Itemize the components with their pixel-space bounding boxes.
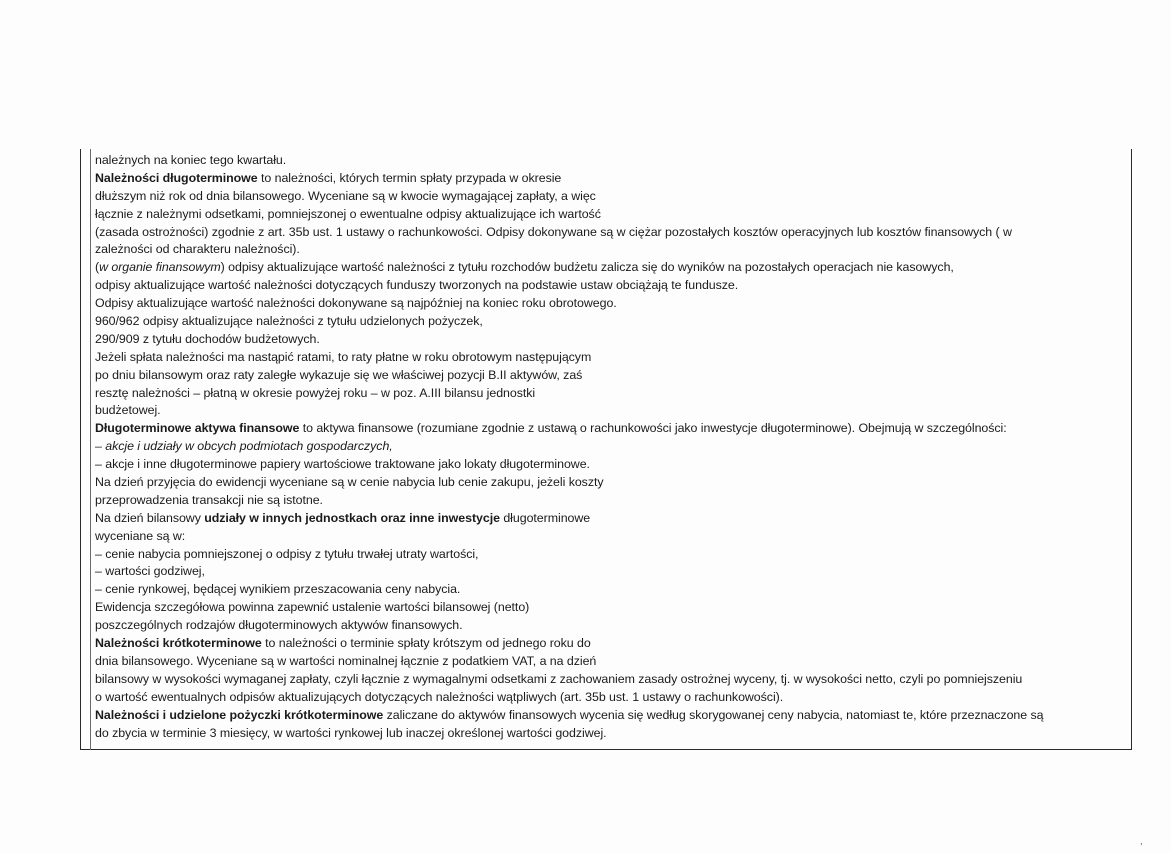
text-line	[95, 725, 1130, 743]
line-text: Na dzień przyjęcia do ewidencji wyceniane są w cenie nabycia lub cenie zakupu, jeżeli koszty	[95, 475, 604, 490]
text-line	[95, 188, 1130, 206]
scan-speck: ,	[1140, 836, 1143, 846]
line-text: Ewidencja szczegółowa powinna zapewnić ustalenie wartości bilansowej (netto)	[95, 600, 530, 615]
text-line	[95, 277, 1130, 295]
italic-text: – akcje i udziały w obcych podmiotach gospodarczych,	[95, 439, 393, 454]
bold-term: Należności długoterminowe	[95, 170, 258, 185]
text-line	[95, 563, 1130, 581]
line-text: po dniu bilansowym oraz raty zaległe wykazuje się we właściwej pozycji B.II aktywów, zaś	[95, 367, 583, 382]
text-line	[95, 241, 1130, 259]
line-text: (	[95, 260, 100, 275]
text-line	[95, 206, 1130, 224]
text-line	[95, 492, 1130, 510]
line-text: budżetowej.	[95, 403, 161, 418]
bold-term: Należności krótkoterminowe	[95, 636, 262, 651]
line-text: bilansowy w wysokości wymaganej zapłaty, czyli łącznie z wymagalnymi odsetkami z zachowaniem zasady ostrożnej wyceny, tj. w wysokości netto, czyli po pomniejszeniu	[95, 671, 1023, 686]
line-text: dłuższym niż rok od dnia bilansowego. Wyceniane są w kwocie wymagającej zapłaty, a więc	[95, 188, 596, 203]
bold-term: udziały w innych jednostkach oraz inne inwestycje	[204, 510, 500, 525]
text-line	[95, 617, 1130, 635]
line-text: to należności o terminie spłaty krótszym od jednego roku do	[261, 636, 591, 651]
line-text: – cenie rynkowej, będącej wynikiem przeszacowania ceny nabycia.	[95, 582, 461, 597]
text-line	[95, 456, 1130, 474]
line-text: zależności od charakteru należności).	[95, 242, 300, 257]
text-line	[95, 349, 1130, 367]
text-line	[95, 385, 1130, 403]
text-line	[95, 474, 1130, 492]
text-line	[95, 367, 1130, 385]
text-line	[95, 528, 1130, 546]
text-line	[95, 510, 1130, 528]
line-text: poszczególnych rodzajów długoterminowych aktywów finansowych.	[95, 618, 463, 633]
line-text: o wartość ewentualnych odpisów aktualizujących dotyczących należności wątpliwych (art. 35b ust. 1 ustawy o rachunkowości).	[95, 689, 784, 704]
line-text: (zasada ostrożności) zgodnie z art. 35b ust. 1 ustawy o rachunkowości. Odpisy dokonywane są w ciężar pozostałych kosztów operacyjnych lub kosztów finansowych ( w	[95, 224, 1012, 239]
text-line	[95, 295, 1130, 313]
text-line	[95, 635, 1130, 653]
line-text: – wartości godziwej,	[95, 564, 205, 579]
line-text: Odpisy aktualizujące wartość należności dokonywane są najpóźniej na koniec roku obrotowego.	[95, 296, 617, 311]
text-line	[95, 438, 1130, 456]
line-text: – akcje i inne długoterminowe papiery wartościowe traktowane jako lokaty długoterminowe.	[95, 457, 590, 472]
text-line	[95, 671, 1130, 689]
text-line	[95, 402, 1130, 420]
text-line	[95, 170, 1130, 188]
line-text: ) odpisy aktualizujące wartość należności z tytułu rozchodów budżetu zalicza się do wyników na pozostałych operacjach nie kasowych,	[220, 260, 954, 275]
line-text: Na dzień bilansowy	[95, 510, 205, 525]
line-text: to aktywa finansowe (rozumiane zgodnie z ustawą o rachunkowości jako inwestycje długoterminowe). Obejmują w szczególności:	[299, 421, 1007, 436]
line-text: dnia bilansowego. Wyceniane są w wartości nominalnej łącznie z podatkiem VAT, a na dzień	[95, 653, 597, 668]
text-line	[95, 224, 1130, 242]
frame-inner-rule	[90, 149, 91, 750]
line-text: Jeżeli spłata należności ma nastąpić ratami, to raty płatne w roku obrotowym następującym	[95, 349, 592, 364]
text-line	[95, 313, 1130, 331]
line-text: wyceniane są w:	[95, 528, 186, 543]
line-text: – cenie nabycia pomniejszonej o odpisy z tytułu trwałej utraty wartości,	[95, 546, 479, 561]
bold-term: Długoterminowe aktywa finansowe	[95, 421, 300, 436]
italic-text: w organie finansowym	[99, 260, 221, 275]
text-line	[95, 546, 1130, 564]
bold-term: Należności i udzielone pożyczki krótkoterminowe	[95, 707, 384, 722]
text-line	[95, 152, 1130, 170]
line-text: odpisy aktualizujące wartość należności dotyczących funduszy tworzonych na podstawie ustaw obciążają te fundusze.	[95, 278, 739, 293]
text-line	[95, 689, 1130, 707]
line-text: to należności, których termin spłaty przypada w okresie	[257, 170, 562, 185]
line-text: przeprowadzenia transakcji nie są istotne.	[95, 492, 323, 507]
text-line	[95, 653, 1130, 671]
line-text: długoterminowe	[499, 510, 591, 525]
document-body	[95, 152, 1130, 742]
line-text: zaliczane do aktywów finansowych wycenia się według skorygowanej ceny nabycia, natomiast te, które przeznaczone są	[383, 707, 1044, 722]
text-line	[95, 707, 1130, 725]
line-text: do zbycia w terminie 3 miesięcy, w wartości rynkowej lub inaczej określonej wartości godziwej.	[95, 725, 607, 740]
line-text: 960/962 odpisy aktualizujące należności z tytułu udzielonych pożyczek,	[95, 314, 483, 329]
line-text: należnych na koniec tego kwartału.	[95, 153, 287, 167]
line-text: 290/909 z tytułu dochodów budżetowych.	[95, 331, 320, 346]
text-line	[95, 599, 1130, 617]
text-line	[95, 331, 1130, 349]
line-text: resztę należności – płatną w okresie powyżej roku – w poz. A.III bilansu jednostki	[95, 385, 536, 400]
text-line	[95, 420, 1130, 438]
text-line	[95, 581, 1130, 599]
line-text: łącznie z należnymi odsetkami, pomniejszonej o ewentualne odpisy aktualizujące ich wartość	[95, 206, 601, 221]
text-line	[95, 259, 1130, 277]
